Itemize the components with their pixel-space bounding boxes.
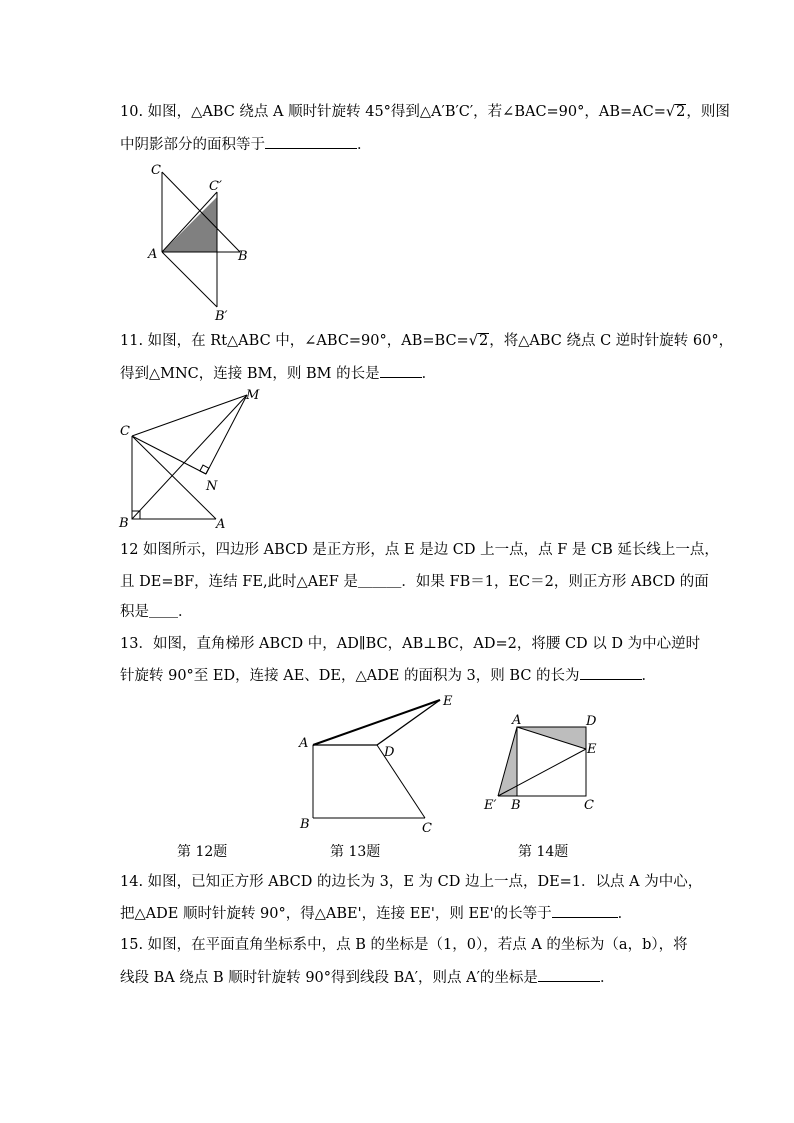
q10-line1 xyxy=(120,102,730,122)
q13-line1: 13．如图，直角梯形 ABCD 中，AD∥BC，AB⊥BC，AD=2，将腰 CD 以 D 为中心逆时 xyxy=(120,636,701,652)
q12-line3: 积是＿＿． xyxy=(120,604,193,620)
label-C: C xyxy=(151,163,161,178)
label-A: A xyxy=(216,517,226,532)
answer-blank xyxy=(552,903,618,918)
q10-text-a: 10. 如图，△ABC 绕点 A 顺时针旋转 45°得到△A′B′C′，若∠BAC=90°，AB=AC= xyxy=(120,104,666,120)
label-C: C xyxy=(584,798,594,813)
q14-line1: 14. 如图，已知正方形 ABCD 的边长为 3，E 为 CD 边上一点，DE=1．以点 A 为中心， xyxy=(120,874,703,890)
label-E-prime: E′ xyxy=(484,798,497,813)
q13-line2: 针旋转 90°至 ED，连接 AE、DE，△ADE 的面积为 3，则 BC 的长为 ． xyxy=(120,665,656,686)
label-M: M xyxy=(246,388,260,403)
label-N: N xyxy=(206,479,218,494)
label-C-prime: C′ xyxy=(209,179,222,194)
answer-blank xyxy=(580,665,642,680)
sqrt-2: √2 xyxy=(468,333,489,349)
label-D: D xyxy=(384,745,395,760)
q15-line2: 线段 BA 绕点 B 顺时针旋转 90°得到线段 BA′，则点 A′的坐标是 ． xyxy=(120,967,614,988)
label-C: C xyxy=(422,821,432,836)
q12-line1: 12 如图所示，四边形 ABCD 是正方形，点 E 是边 CD 上一点，点 F 是 CB 延长线上一点， xyxy=(120,542,719,558)
label-B: B xyxy=(238,249,248,264)
q11-line2: 得到△MNC，连接 BM，则 BM 的长是 ． xyxy=(120,363,436,384)
q10-text-b: ，则图 xyxy=(686,104,730,120)
label-B: B xyxy=(119,516,129,531)
q11-line1: 11. 如图，在 Rt△ABC 中，∠ABC=90°，AB=BC=√2，将△ABC 绕点 C 逆时针旋转 60°， xyxy=(120,333,734,349)
q11-figure xyxy=(115,385,275,535)
label-A: A xyxy=(148,247,158,262)
caption-q14: 第 14题 xyxy=(518,844,569,860)
answer-blank xyxy=(380,363,422,378)
label-B: B xyxy=(511,798,521,813)
label-E: E xyxy=(587,742,597,757)
label-E: E xyxy=(443,694,453,709)
q15-line1: 15. 如图，在平面直角坐标系中，点 B 的坐标是（1，0），若点 A 的坐标为（a，b），将 xyxy=(120,937,688,953)
answer-blank xyxy=(265,134,357,149)
q14-figure xyxy=(480,712,610,812)
label-B: B xyxy=(300,817,310,832)
q14-line2: 把△ADE 顺时针旋转 90°，得△ABE'，连接 EE'，则 EE'的长等于 ． xyxy=(120,903,632,924)
caption-q13: 第 13题 xyxy=(330,844,381,860)
sqrt-2: √2 xyxy=(665,104,686,120)
q12-line2: 且 DE=BF，连结 FE,此时△AEF 是＿＿＿．如果 FB＝1，EC＝2，则正方形 ABCD 的面 xyxy=(120,574,709,590)
shaded-region xyxy=(162,197,217,252)
right-angle-mark xyxy=(200,465,209,474)
q10-figure xyxy=(140,160,260,325)
answer-blank xyxy=(538,967,600,982)
label-A: A xyxy=(299,736,309,751)
caption-q12: 第 12题 xyxy=(177,844,228,860)
q10-line2: 中阴影部分的面积等于 ． xyxy=(120,134,372,155)
label-A: A xyxy=(512,713,522,728)
label-D: D xyxy=(586,714,597,729)
q13-figure xyxy=(295,690,465,840)
label-C: C xyxy=(120,424,130,439)
label-B-prime: B′ xyxy=(215,309,228,324)
